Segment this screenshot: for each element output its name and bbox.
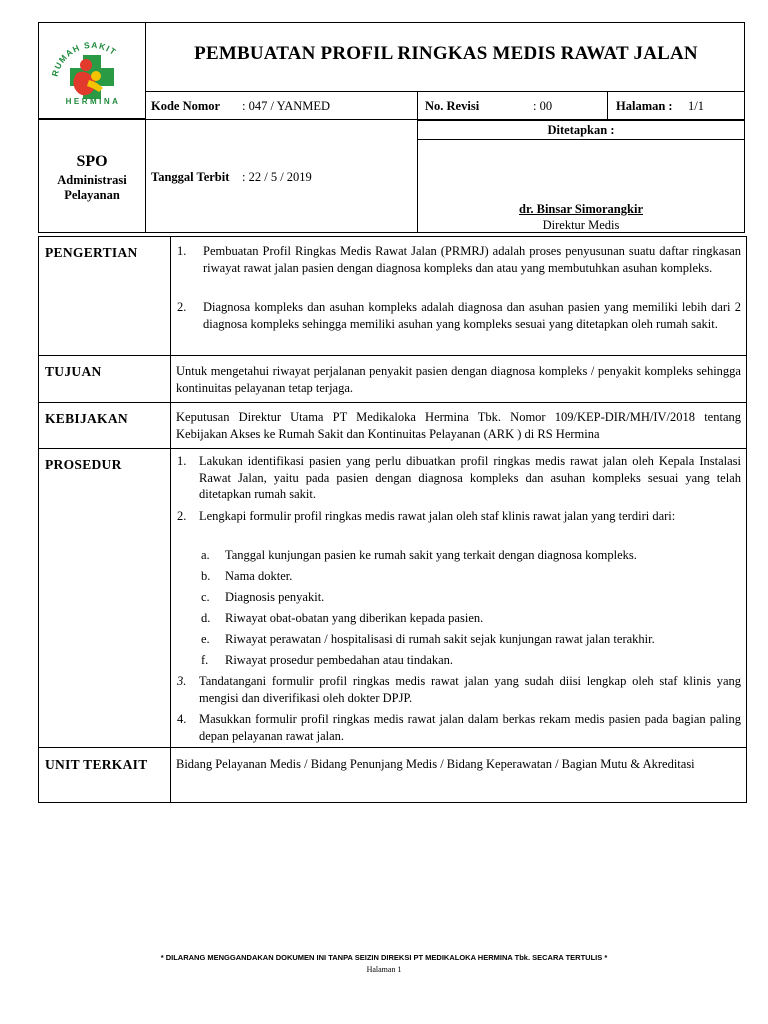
kode-nomor-label: Kode Nomor — [151, 99, 221, 113]
subitem-num-d: d. — [201, 611, 211, 625]
kebijakan-label: KEBIJAKAN — [45, 411, 128, 426]
row-divider — [39, 448, 746, 449]
subitem-text-b: Nama dokter. — [225, 569, 293, 583]
prosedur-subitem-d — [201, 610, 741, 627]
pengertian-item-1 — [177, 243, 741, 276]
signature-cell — [417, 139, 745, 233]
kode-nomor-value: : 047 / YANMED — [242, 99, 331, 113]
prosedur-text-3: Tandatangani formulir profil ringkas medis rawat jalan yang sudah diisi lengkap oleh staf klinis yang mengisi dan diverifikasi oleh dokter DPJP. — [199, 674, 741, 705]
pengertian-label: PENGERTIAN — [45, 245, 138, 260]
spo-label: SPO — [76, 153, 108, 170]
prosedur-item-2 — [177, 508, 741, 525]
kode-nomor-cell — [145, 91, 418, 120]
prosedur-subitem-e — [201, 631, 741, 648]
pengertian-text-2: Diagnosa kompleks dan asuhan kompleks adalah diagnosa dan asuhan pasien yang memiliki lebih dari 2 diagnosa kompleks sehingga memiliki asuhan yang kompleks sesuai yang ditetapkan oleh rumah sakit. — [203, 300, 741, 331]
prosedur-subitem-c — [201, 589, 741, 606]
document-title: PEMBUATAN PROFIL RINGKAS MEDIS RAWAT JALAN — [194, 43, 698, 64]
tujuan-label: TUJUAN — [45, 364, 102, 379]
subitem-text-e: Riwayat perawatan / hospitalisasi di rumah sakit sejak kunjungan rawat jalan terakhir. — [225, 632, 655, 646]
ditetapkan-cell — [417, 120, 745, 140]
logo-cell — [38, 22, 146, 119]
spo-sub2: Pelayanan — [64, 188, 120, 202]
halaman-cell — [607, 91, 745, 120]
prosedur-subitem-f — [201, 652, 741, 669]
prosedur-text-2: Lengkapi formulir profil ringkas medis rawat jalan oleh staf klinis rawat jalan yang terdiri dari: — [199, 509, 676, 523]
tanggal-value: : 22 / 5 / 2019 — [242, 170, 312, 184]
title-cell — [145, 22, 745, 92]
kebijakan-text: Keputusan Direktur Utama PT Medikaloka Hermina Tbk. Nomor 109/KEP-DIR/MH/IV/2018 tentang Kebijakan Akses ke Rumah Sakit dan Kontinuitas Pelayanan (ARK ) di RS Hermina — [176, 410, 741, 441]
tanggal-label: Tanggal Terbit — [151, 170, 230, 184]
tanggal-cell — [145, 119, 418, 233]
signer-name: dr. Binsar Simorangkir — [519, 202, 643, 216]
halaman-value: 1/1 — [688, 99, 704, 113]
no-revisi-label: No. Revisi — [425, 99, 480, 113]
subitem-text-f: Riwayat prosedur pembedahan atau tindakan. — [225, 653, 454, 667]
prosedur-subitem-a — [201, 547, 741, 564]
logo-bottom-text: HERMINA — [65, 97, 121, 106]
subitem-text-a: Tanggal kunjungan pasien ke rumah sakit yang terkait dengan diagnosa kompleks. — [225, 548, 637, 562]
spo-sub1: Administrasi — [57, 173, 127, 187]
subitem-num-b: b. — [201, 569, 211, 583]
unit-terkait-label: UNIT TERKAIT — [45, 757, 148, 772]
subitem-text-c: Diagnosis penyakit. — [225, 590, 325, 604]
unit-terkait-text: Bidang Pelayanan Medis / Bidang Penunjang Medis / Bidang Keperawatan / Bagian Mutu & Akreditasi — [176, 757, 695, 771]
no-revisi-cell — [417, 91, 608, 120]
row-divider — [39, 747, 746, 748]
prosedur-item-3 — [177, 673, 741, 706]
footer-page: Halaman 1 — [366, 965, 402, 974]
spo-cell — [38, 119, 146, 233]
prosedur-text-1: Lakukan identifikasi pasien yang perlu dibuatkan profil ringkas medis rawat jalan oleh Kepala Instalasi Rawat Jalan, yaitu pada pasien dengan diagnosa kompleks dan asuhan kompleks sesuai yang telah ditetapkan rumah sakit. — [199, 454, 741, 501]
prosedur-subitem-b — [201, 568, 741, 585]
prosedur-item-4 — [177, 711, 741, 744]
ditetapkan-label: Ditetapkan : — [547, 123, 615, 137]
pengertian-item-2 — [177, 299, 741, 332]
subitem-text-d: Riwayat obat-obatan yang diberikan kepada pasien. — [225, 611, 484, 625]
signer-role: Direktur Medis — [542, 218, 620, 232]
prosedur-item-1 — [177, 453, 741, 503]
footer-notice: * DILARANG MENGGANDAKAN DOKUMEN INI TANPA SEIZIN DIREKSI PT MEDIKALOKA HERMINA Tbk. SECARA TERTULIS * — [160, 953, 608, 962]
pengertian-num-1: 1. — [177, 244, 187, 258]
pengertian-text-1: Pembuatan Profil Ringkas Medis Rawat Jalan (PRMRJ) adalah proses penyusunan suatu daftar ringkasan riwayat rawat jalan pasien dengan diagnosa kompleks dan atau yang membutuhkan asuhan kompleks. — [203, 244, 741, 275]
row-divider — [39, 355, 746, 356]
subitem-num-a: a. — [201, 548, 210, 562]
hermina-logo — [39, 25, 145, 105]
prosedur-num-1: 1. — [177, 454, 187, 468]
row-divider — [39, 402, 746, 403]
pengertian-num-2: 2. — [177, 300, 187, 314]
prosedur-text-4: Masukkan formulir profil ringkas medis rawat jalan dalam berkas rekam medis pasien pada bagian paling depan pelayanan rawat jalan. — [199, 712, 741, 743]
prosedur-num-2: 2. — [177, 509, 187, 523]
halaman-label: Halaman : — [616, 99, 673, 113]
subitem-num-e: e. — [201, 632, 210, 646]
prosedur-num-3: 3. — [177, 674, 187, 688]
content-table — [38, 236, 747, 803]
tujuan-text: Untuk mengetahui riwayat perjalanan penyakit pasien dengan diagnosa kompleks / penyakit kompleks sehingga kontinuitas pelayanan tetap terjaga. — [176, 364, 741, 395]
column-divider — [170, 237, 171, 802]
subitem-num-f: f. — [201, 653, 209, 667]
no-revisi-value: : 00 — [533, 99, 553, 113]
prosedur-num-4: 4. — [177, 712, 187, 726]
prosedur-label: PROSEDUR — [45, 457, 122, 472]
subitem-num-c: c. — [201, 590, 210, 604]
logo-arc-text: RUMAH SAKIT — [49, 39, 119, 78]
